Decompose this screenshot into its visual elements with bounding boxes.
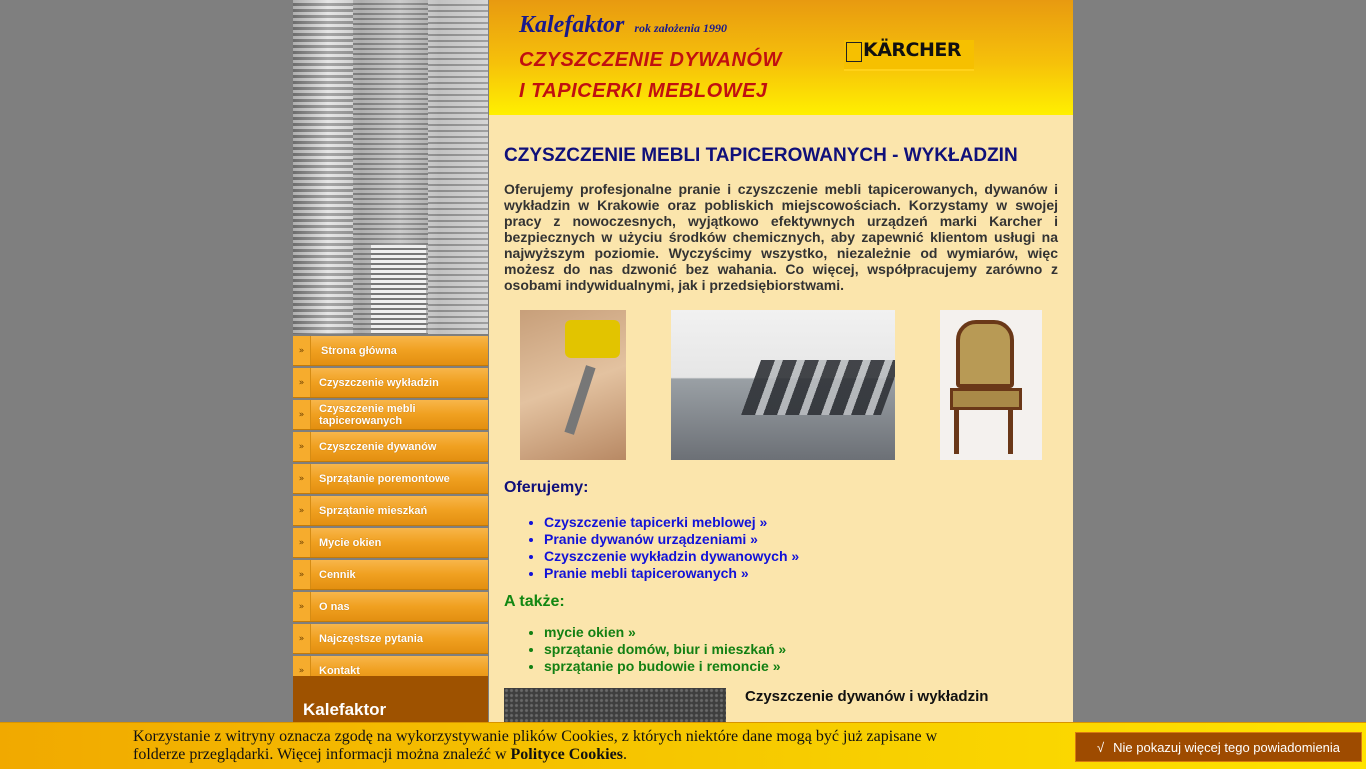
offer-link-carpet-cleaning[interactable]: • Czyszczenie wykładzin dywanowych »	[544, 548, 799, 565]
brand-founded: rok założenia 1990	[634, 21, 728, 35]
karcher-logo	[844, 40, 974, 71]
carpet-vacuum-photo	[520, 310, 626, 460]
also-heading: A także:	[504, 593, 565, 610]
cookie-message	[133, 728, 953, 764]
nav-item-label: Cennik	[319, 568, 356, 581]
site-logo[interactable]	[519, 12, 727, 39]
also-list	[504, 624, 786, 675]
nav-item-about[interactable]	[293, 592, 488, 622]
main-navigation	[293, 336, 488, 688]
sidebar	[293, 0, 488, 768]
page	[293, 0, 1073, 768]
nav-item-label: O nas	[319, 600, 350, 613]
arrow-icon: »	[293, 400, 311, 429]
arrow-icon: »	[293, 368, 311, 397]
nav-item-label: Najczęstsze pytania	[319, 632, 423, 645]
cookie-dismiss-button[interactable]	[1075, 732, 1362, 762]
nav-item-label: Czyszczenie dywanów	[319, 440, 437, 453]
nav-item-window-washing[interactable]	[293, 528, 488, 558]
arrow-icon: »	[293, 464, 311, 493]
nav-item-home[interactable]	[293, 336, 488, 366]
tagline-line2: I TAPICERKI MEBLOWEJ	[519, 80, 768, 102]
also-link-windows[interactable]: • mycie okien »	[544, 624, 786, 641]
nav-item-post-renovation[interactable]	[293, 464, 488, 494]
nav-item-faq[interactable]	[293, 624, 488, 654]
offer-list	[504, 514, 799, 582]
check-icon: √	[1096, 739, 1105, 755]
also-link-post-construction[interactable]: • sprzątanie po budowie i remoncie »	[544, 658, 786, 675]
office-chairs-photo	[671, 310, 895, 460]
nav-item-label: Sprzątanie poremontowe	[319, 472, 450, 485]
karcher-emblem-icon	[846, 42, 862, 62]
offer-link-rug-washing[interactable]: • Pranie dywanów urządzeniami »	[544, 531, 799, 548]
arrow-icon: »	[293, 528, 311, 557]
cookie-message-suffix: .	[622, 746, 627, 763]
nav-item-label: Strona główna	[321, 344, 397, 357]
header-banner	[489, 0, 1073, 115]
offer-link-upholstery[interactable]: • Czyszczenie tapicerki meblowej »	[544, 514, 799, 531]
brand-name: Kalefaktor	[519, 12, 625, 38]
nav-item-label: Kontakt	[319, 664, 360, 677]
arrow-icon: »	[293, 624, 311, 653]
cookie-policy-link[interactable]: Polityce Cookies	[510, 746, 623, 763]
nav-item-upholstery-cleaning[interactable]	[293, 400, 488, 430]
upholstered-chair-photo	[940, 310, 1042, 460]
nav-item-rug-cleaning[interactable]	[293, 432, 488, 462]
intro-paragraph: Oferujemy profesjonalne pranie i czyszczenie mebli tapicerowanych, dywanów i wykładzin w Krakowie oraz pobliskich miejscowościach. Korzystamy w swojej pracy z nowoczesnych, wyjątkowo efektywnych urządzeń marki Karcher i bezpiecznych w użyciu środków chemicznych, aby zapewnić klientom usługi na najwyższym poziomie. Wyczyścimy wszystko, niezależnie od wymiarów, więc możesz do nas dzwonić bez wahania. Co więcej, współpracujemy zarówno z osobami indywidualnymi, jak i przedsiębiorstwami.	[504, 181, 1058, 293]
tagline-line1: CZYSZCZENIE DYWANÓW	[519, 49, 782, 71]
arrow-icon: »	[293, 336, 311, 365]
nav-item-label: Czyszczenie mebli tapicerowanych	[319, 402, 416, 427]
also-link-homes-offices[interactable]: • sprzątanie domów, biur i mieszkań »	[544, 641, 786, 658]
cookie-banner	[0, 722, 1366, 769]
nav-item-pricing[interactable]	[293, 560, 488, 590]
arrow-icon: »	[293, 592, 311, 621]
arrow-icon: »	[293, 656, 311, 685]
main-content	[489, 115, 1073, 768]
section-heading-carpets: Czyszczenie dywanów i wykładzin	[745, 688, 989, 705]
nav-item-label: Czyszczenie wykładzin	[319, 376, 439, 389]
offer-link-furniture-washing[interactable]: • Pranie mebli tapicerowanych »	[544, 565, 799, 582]
cookie-dismiss-label: Nie pokazuj więcej tego powiadomienia	[1113, 739, 1341, 755]
nav-item-label: Mycie okien	[319, 536, 382, 549]
nav-item-label: Sprzątanie mieszkań	[319, 504, 428, 517]
karcher-logo-text: KÄRCHER	[863, 39, 962, 61]
arrow-icon: »	[293, 432, 311, 461]
cookie-message-text: Korzystanie z witryny oznacza zgodę na wykorzystywanie plików Cookies, z których niektóre dane mogą być już zapisane w folderze przeglądarki. Więcej informacji można znaleźć w	[133, 728, 938, 763]
nav-item-apartment-cleaning[interactable]	[293, 496, 488, 526]
skyscraper-image	[293, 0, 488, 334]
page-title: CZYSZCZENIE MEBLI TAPICEROWANYCH - WYKŁADZIN	[504, 145, 1018, 166]
offer-heading: Oferujemy:	[504, 479, 589, 496]
sidebar-brand-title: Kalefaktor	[303, 700, 387, 719]
arrow-icon: »	[293, 560, 311, 589]
arrow-icon: »	[293, 496, 311, 525]
nav-item-carpet-cleaning[interactable]	[293, 368, 488, 398]
